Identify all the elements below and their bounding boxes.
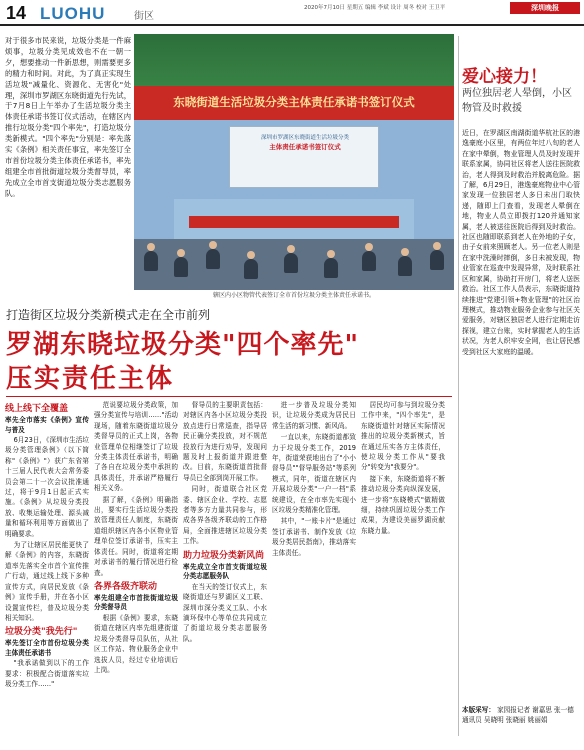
audience-person xyxy=(244,259,258,279)
section-heading: 垃圾分类"我先行" xyxy=(5,627,78,638)
section-heading: 线上线下全覆盖 xyxy=(5,404,69,414)
article-paragraph: 接下来，东晓街道将不断推动垃圾分类向纵深发展，进一步将"东晓模式"做精做细，持续巩固垃圾分类工作成果，为建设美丽罗湖贡献东晓力量。 xyxy=(361,474,445,535)
article-paragraph: 其中，"一账卡片"是通过签订承诺书、制作发放《垃圾分类居民指南》，推动落实主体责任。 xyxy=(272,517,356,557)
audience-head xyxy=(247,251,255,259)
column-divider xyxy=(458,36,459,736)
section-subheading: 率先成立全市首支街道垃圾分类志愿服务队 xyxy=(183,562,267,581)
article-paragraph: "我承诺做到以下的工作要求：积极配合街道落实垃圾分类工作……" xyxy=(5,659,89,689)
photo-signing-table xyxy=(189,216,399,228)
article-column-5 xyxy=(361,400,445,537)
audience-person xyxy=(206,249,220,269)
photo-banner-text: 东晓街道生活垃圾分类主体责任承诺书签订仪式 xyxy=(173,95,415,109)
byline-credits xyxy=(462,706,580,725)
article-paragraph: 在当天的签订仪式上，东晓街道还与罗湖区义工联、深圳市深分类义工队、小水滴环保中心等单位共同成立了街道垃圾分类志愿服务队。 xyxy=(183,582,267,643)
audience-head xyxy=(147,243,155,251)
section-subheading: 率先签订全市首份垃圾分类主体责任承诺书 xyxy=(5,639,89,657)
article-paragraph: 范说要垃圾分类政策，加强分类宣传与培训……"活动现场，随着东晓街道垃圾分类督导员的正式上岗，各物业管理单位相继签订了垃圾分类主体责任承诺书，明确了各自在垃圾分类中承担的具体责任，并承诺严格履行相关义务。 xyxy=(94,401,178,493)
article-paragraph: 一直以来，东晓街道都致力于垃圾分类工作，2019年，街道荣获地出台了"小小督导员""督导服务站"等系列模式，同年，街道在辖区内开展垃圾分类"一户一档"系统建设，在全市率先实现小区垃圾分类精准化管理。 xyxy=(272,433,356,515)
photo-stage-screen xyxy=(229,126,379,188)
article-paragraph: 根据《条例》要求，东晓街道在辖区内率先组建街道垃圾分类督导员队伍，从社区工作站、物业服务企业中选拔人员，经过专业培训后上岗。 xyxy=(94,613,178,674)
audience-person xyxy=(324,258,338,278)
article-title-line2: 压实责任主体 xyxy=(6,364,175,394)
article-paragraph: 进一步普及垃圾分类知识，让垃圾分类成为居民日常生活的新习惯、新风尚。 xyxy=(272,401,356,430)
audience-person xyxy=(144,251,158,271)
byline-label: 本版采写： xyxy=(462,706,495,714)
byline-names: 家园报记者 谢嘉思 张一德 通讯员 吴晓明 张晓丽 姚丽娟 xyxy=(462,706,574,724)
section-subheading: 率先全市落实《条例》宣传与普及 xyxy=(5,416,89,434)
title-rule xyxy=(6,396,452,397)
sidebar-body: 近日，在罗湖区南湖街道华杭社区的港逸豪庭小区里，有两位年过八旬的老人在家中晕倒，物业管理人员及时发现并联系家属，协同社区将老人送往医院救治，老人得到及时救治并脱离危险。据了解，6月29日，港逸豪庭物业中心管家发现一位独居老人多日未出门取快递，随即上门查看，发现老人晕倒在地，物业人员立即拨打120并通知家属，老人被送往医院后得到及时救治。社区也随即联系到老人在外地的子女，由子女前来照顾老人。另一位老人则是在家中洗澡时摔倒，多日未被发现，物业管家在巡查中发现异常，及时联系社区和家属，协助打开房门，将老人送医救治。社区工作人员表示，东晓街道持续推进"党建引领+物业管理"的社区治理模式，推动物业服务企业参与社区关爱服务，对辖区独居老人进行定期走访探视，建立台账，实时掌握老人的生活状况，为老人织牢安全网，也让居民感受到社区大家庭的温暖。 xyxy=(462,129,580,356)
audience-head xyxy=(287,245,295,253)
article-kicker: 打造街区垃圾分类新模式走在全市前列 xyxy=(6,308,211,322)
issue-meta: 2020年7月10日 星期五 编辑 李斌 设计 周冬 校对 王卫平 xyxy=(304,5,446,11)
page-header xyxy=(0,0,584,26)
section-heading: 助力垃圾分类新风尚 xyxy=(183,550,265,561)
audience-person xyxy=(430,250,444,270)
audience-head xyxy=(401,248,409,256)
photo-audience xyxy=(134,239,454,290)
article-paragraph: 督导员的主要职责包括：对辖区内各小区垃圾分类投放点进行日常巡查，指导居民正确分类投放，对不规范投放行为进行劝导，发现问题及时上报街道并跟进整改。目前，东晓街道首批督导员已全部到岗开展工作。 xyxy=(183,401,267,482)
article-column-2 xyxy=(94,400,178,676)
article-paragraph: 据了解，《条例》明确指出，要实行生活垃圾分类投放管理责任人制度，东晓街道组织辖区内各小区物业管理单位签订承诺书，压实主体责任。同时，街道将定期对承诺书的履行情况进行检查。 xyxy=(94,495,178,577)
audience-person xyxy=(362,251,376,271)
audience-head xyxy=(209,241,217,249)
audience-head xyxy=(365,243,373,251)
audience-head xyxy=(327,250,335,258)
audience-person xyxy=(398,256,412,276)
lead-paragraph: 对于很多市民来说，垃圾分类是一件麻烦事，垃圾分类见成效也不在一朝一夕，想要推动一件新思想，则需要更多的精力和时间。对此，为了真正实现生活垃圾"减量化、资源化、无害化"处理，深圳市罗湖区东晓街道先行先试，于7月8日上午举办了生活垃圾分类主体责任承诺书签订仪式活动，在辖区内推行垃圾分类"四个率先"，打造垃圾分类新模式。"四个率先"分别是：率先落实《条例》相关责任事宜，率先签订全市首份垃圾分类主体责任承诺书，率先组建全市首批街道垃圾分类督导员，率先成立全市首支街道垃圾分类志愿服务队。 xyxy=(5,36,131,198)
page-number: 14 xyxy=(6,3,27,23)
section-name-cn: 街区 xyxy=(134,11,154,22)
audience-head xyxy=(177,249,185,257)
screen-text-line2: 主体责任承诺书签订仪式 xyxy=(269,143,341,151)
screen-text-line1: 深圳市罗湖区东晓街道生活垃圾分类 xyxy=(260,135,349,141)
photo-caption: 辖区内小区物管代表签订全市首份垃圾分类主体责任承诺书。 xyxy=(134,290,454,302)
article-column-3 xyxy=(183,400,267,645)
article-paragraph: 居民均可参与到垃圾分类工作中来，"四个率先"，是东晓街道针对辖区实际情况推出的垃圾分类新模式，旨在通过压实各方主体责任，使垃圾分类工作从"要我分"转变为"我要分"。 xyxy=(361,401,445,472)
event-photo xyxy=(134,34,454,290)
article-column-4 xyxy=(272,400,356,559)
section-name-en: LUOHU xyxy=(40,4,106,23)
article-paragraph: 6月23日，《深圳市生活垃圾分类管理条例》（以下简称"《条例》"）获广东省第十三届人民代表大会常务委员会第二十一次会议批准通过，将于9月1日起正式实施。《条例》从垃圾分类投放、收集运输处理、源头减量和循环利用等方面做出了明确要求。 xyxy=(5,436,89,538)
article-paragraph: 为了让辖区居民能更快了解《条例》的内容，东晓街道率先落实全市首个宣传推广行动，通过线上线下多种宣传方式，向居民发放《条例》宣传手册，并在各小区设置宣传栏，普及垃圾分类相关知识。 xyxy=(5,541,89,622)
audience-head xyxy=(433,242,441,250)
section-heading: 各界各级齐联动 xyxy=(94,581,158,592)
audience-person xyxy=(284,253,298,273)
audience-person xyxy=(174,257,188,277)
sidebar-title: 爱心接力！ xyxy=(462,67,547,87)
newspaper-logo: 深圳晚报 xyxy=(510,2,580,14)
article-title-line1: 罗湖东晓垃圾分类"四个率先" xyxy=(6,330,360,360)
article-column-1 xyxy=(5,400,89,691)
article-paragraph: 同时，街道联合社区党委、辖区企业、学校、志愿者等多方力量共同参与，形成各界各级齐联动的工作格局，全面推进辖区垃圾分类工作。 xyxy=(183,485,267,546)
section-subheading: 率先组建全市首批街道垃圾分类督导员 xyxy=(94,593,178,612)
sidebar-subtitle: 两位独居老人晕倒，小区物管及时救援 xyxy=(462,88,572,114)
